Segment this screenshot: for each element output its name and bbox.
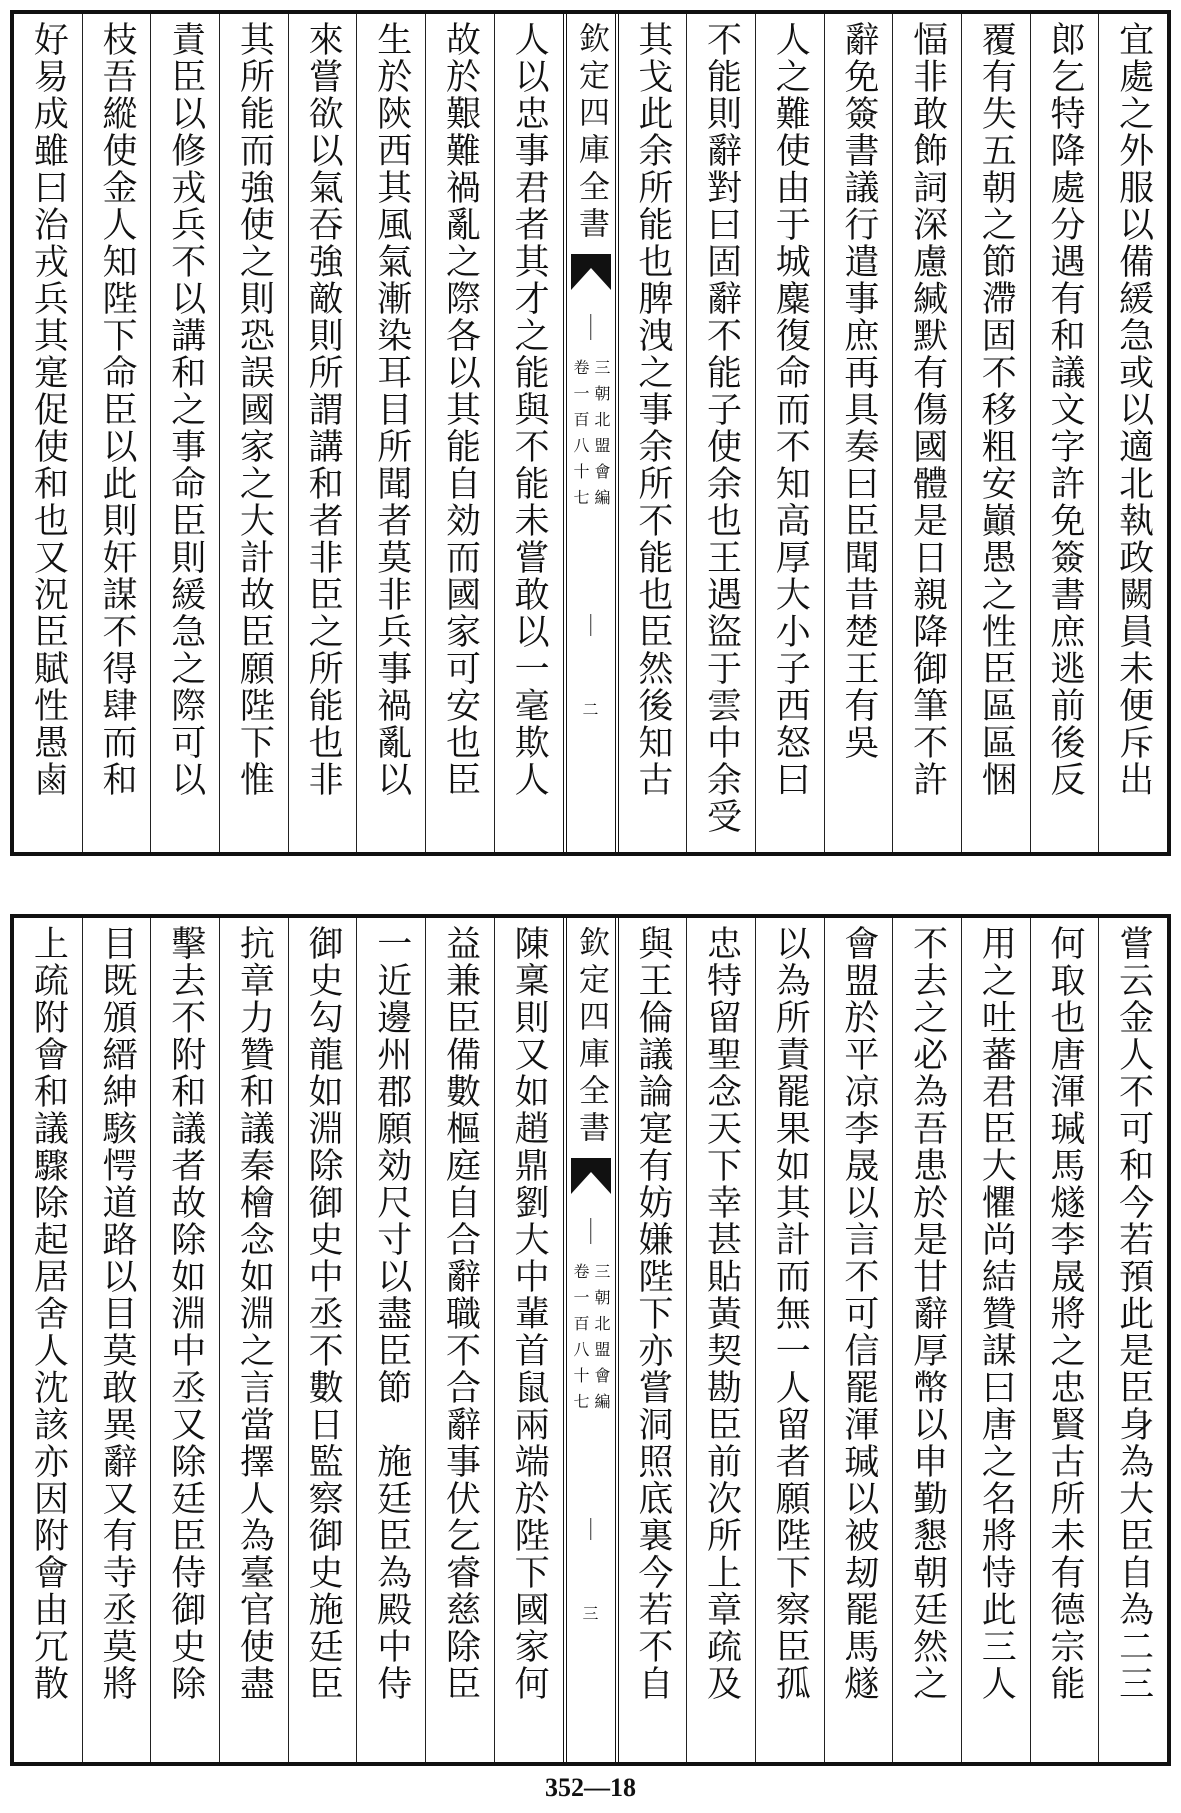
page-number: 二 (582, 700, 599, 719)
text-column (494, 918, 563, 1762)
text-column (1030, 14, 1099, 852)
book-name: 三朝北盟會編 (592, 359, 611, 515)
column-text: 上疏附會和議驟除起居舍人沈該亦因附會由冗散 (28, 925, 69, 1702)
divider-tick (590, 1218, 592, 1244)
text-column (219, 14, 288, 852)
column-text: 郎乞特降處分遇有和議文字許免簽書庶逃前後反 (1044, 21, 1085, 798)
book-info (567, 1263, 615, 1419)
text-column (14, 918, 82, 1762)
text-column (961, 918, 1030, 1762)
column-text: 忠特留聖念天下幸甚貼黃契勘臣前次所上章疏及 (701, 925, 742, 1702)
text-column (1098, 14, 1167, 852)
text-column (619, 14, 687, 852)
column-text: 益兼臣備數樞庭自合辭職不合辭事伏乞睿慈除臣 (440, 925, 481, 1702)
text-column (219, 918, 288, 1762)
text-column (961, 14, 1030, 852)
text-column (686, 918, 755, 1762)
text-column (892, 918, 961, 1762)
book-title: 欽定四庫全書 (573, 22, 609, 244)
column-text: 與王倫議論寔有妨嫌陛下亦嘗洞照底裏今若不自 (632, 925, 673, 1702)
column-text: 辭免簽書議行遣事庶再具奏曰臣聞昔楚王有吳 (838, 21, 879, 761)
column-text: 好易成雖曰治戎兵其寔促使和也又況臣賦性愚鹵 (28, 21, 69, 798)
book-info (567, 359, 615, 515)
column-text: 枝吾縱使金人知陛下命臣以此則奸謀不得肆而和 (97, 21, 138, 798)
text-column (755, 14, 824, 852)
column-text: 愊非敢飾詞深慮緘默有傷國體是日親降御筆不許 (907, 21, 948, 798)
column-text: 用之吐蕃君臣大懼尚結贊謀曰唐之名將恃此三人 (976, 925, 1017, 1702)
text-column (494, 14, 563, 852)
column-text: 人之難使由于城麋復命而不知高厚大小子西怒曰 (770, 21, 811, 798)
text-column (356, 14, 425, 852)
column-text: 其戈此余所能也脾洩之事余所不能也臣然後知古 (632, 21, 673, 798)
column-text: 嘗云金人不可和今若預此是臣身為大臣自為二三 (1113, 925, 1154, 1702)
column-text: 一近邊州郡願効尺寸以盡臣節 施廷臣為殿中侍 (371, 925, 412, 1702)
divider-tick (590, 1518, 592, 1540)
center-column (563, 918, 619, 1762)
text-column (892, 14, 961, 852)
volume-label: 卷一百八十七 (571, 359, 590, 515)
book-title: 欽定四庫全書 (573, 926, 609, 1148)
text-column (82, 14, 151, 852)
text-column (425, 14, 494, 852)
column-text: 其所能而強使之則恐誤國家之大計故臣願陛下惟 (234, 21, 275, 798)
divider-tick (590, 614, 592, 636)
column-text: 會盟於平凉李晟以言不可信罷渾瑊以被刼罷馬燧 (838, 925, 879, 1702)
page-number: 三 (582, 1604, 599, 1623)
column-text: 抗章力贊和議秦檜念如淵之言當擇人為臺官使盡 (234, 925, 275, 1702)
column-text: 來嘗欲以氣吞強敵則所謂講和者非臣之所能也非 (303, 21, 344, 798)
text-column (150, 14, 219, 852)
divider-tick (590, 314, 592, 340)
fish-tail-mark (571, 254, 611, 290)
text-column (288, 918, 357, 1762)
column-text: 御史勾龍如淵除御史中丞不數日監察御史施廷臣 (303, 925, 344, 1702)
column-text: 生於陝西其風氣漸染耳目所聞者莫非兵事禍亂以 (371, 21, 412, 798)
text-column (824, 14, 893, 852)
column-text: 不能則辭對曰固辭不能子使余也王遇盜于雲中余受 (701, 21, 742, 835)
column-text: 目既頒縉紳駭愕道路以目莫敢異辭又有寺丞莫將 (97, 925, 138, 1702)
text-column (619, 918, 687, 1762)
text-column (1098, 918, 1167, 1762)
column-text: 不去之必為吾患於是甘辭厚幣以申勤懇朝廷然之 (907, 925, 948, 1702)
text-column (686, 14, 755, 852)
column-text: 以為所責罷果如其計而無一人留者願陛下察臣孤 (770, 925, 811, 1702)
volume-label: 卷一百八十七 (571, 1263, 590, 1419)
text-column (824, 918, 893, 1762)
text-column (150, 918, 219, 1762)
page-frame-bottom (10, 914, 1171, 1766)
page-frame-top (10, 10, 1171, 856)
column-text: 陳稟則又如趙鼎劉大中輩首鼠兩端於陛下國家何 (509, 925, 550, 1702)
text-column (755, 918, 824, 1762)
text-column (14, 14, 82, 852)
book-name: 三朝北盟會編 (592, 1263, 611, 1419)
text-column (82, 918, 151, 1762)
column-text: 擊去不附和議者故除如淵中丞又除廷臣侍御史除 (165, 925, 206, 1702)
column-text: 故於艱難禍亂之際各以其能自効而國家可安也臣 (440, 21, 481, 798)
text-column (288, 14, 357, 852)
text-column (425, 918, 494, 1762)
center-column (563, 14, 619, 852)
text-column (356, 918, 425, 1762)
column-text: 覆有失五朝之節滯固不移粗安巓愚之性臣區區悃 (976, 21, 1017, 798)
fish-tail-mark (571, 1158, 611, 1194)
text-column (1030, 918, 1099, 1762)
footer-page-code: 352—18 (545, 1773, 636, 1802)
column-text: 何取也唐渾瑊馬燧李晟將之忠賢古所未有德宗能 (1044, 925, 1085, 1702)
column-text: 宜處之外服以備緩急或以適北執政闕員未便斥出 (1113, 21, 1154, 798)
column-text: 責臣以修戎兵不以講和之事命臣則緩急之際可以 (165, 21, 206, 798)
column-text: 人以忠事君者其才之能與不能未嘗敢以一毫欺人 (509, 21, 550, 798)
